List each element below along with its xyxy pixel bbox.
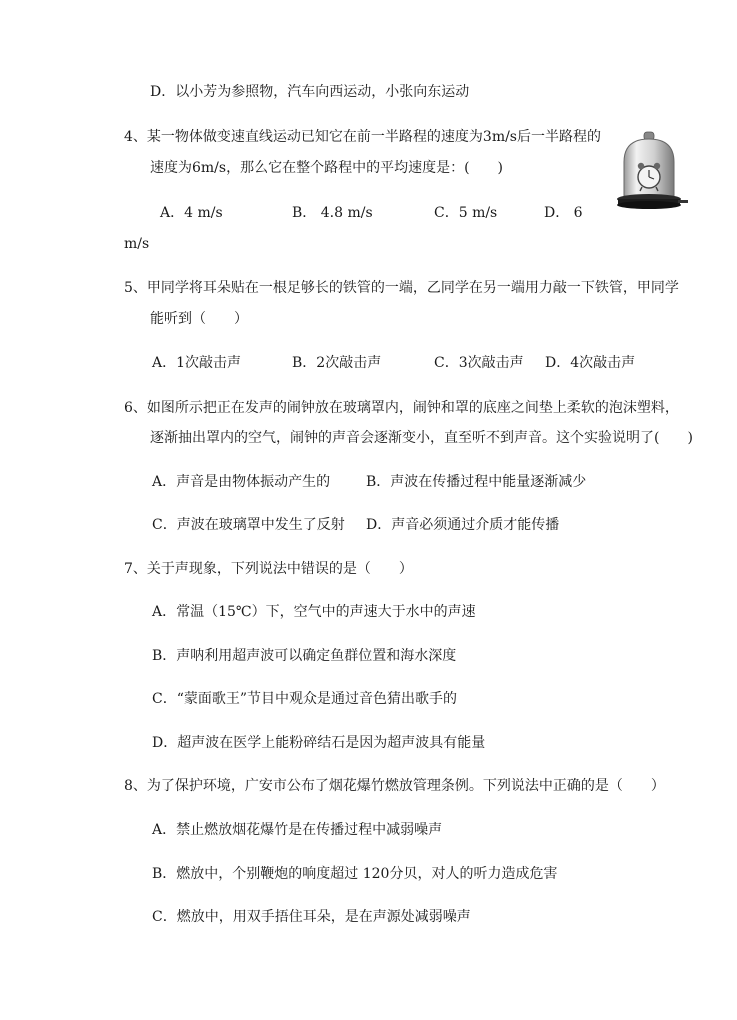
q6-stem-line1: 6、如图所示把正在发声的闹钟放在玻璃罩内，闹钟和罩的底座之间垫上柔软的泡沫塑料， (124, 400, 679, 416)
bell-jar-alarm-clock-image (610, 130, 688, 215)
q6-stem-line2: 逐渐抽出罩内的空气，闹钟的声音会逐渐变小，直至听不到声音。这个实验说明了( ) (150, 430, 693, 446)
q6-option-a: A．声音是由物体振动产生的 (152, 474, 331, 490)
q8-option-c: C．燃放中，用双手捂住耳朵，是在声源处减弱噪声 (152, 909, 471, 925)
q5-option-c: C．3次敲击声 (434, 355, 524, 371)
q3-option-d: D．以小芳为参照物，汽车向西运动，小张向东运动 (150, 84, 470, 100)
q5-option-b: B．2次敲击声 (292, 355, 382, 371)
q5-option-a: A．1次敲击声 (152, 355, 242, 371)
q4-option-d-unit: m/s (124, 236, 150, 252)
q5-stem-line2: 能听到（ ） (150, 311, 248, 327)
q4-option-a: A．4 m/s (160, 205, 223, 221)
q4-option-d: D． 6 (544, 205, 583, 221)
q7-option-d: D．超声波在医学上能粉碎结石是因为超声波具有能量 (152, 735, 486, 751)
q6-option-b: B．声波在传播过程中能量逐渐减少 (366, 474, 587, 490)
q4-stem-line1: 4、某一物体做变速直线运动已知它在前一半路程的速度为3m/s后一半路程的 (124, 129, 601, 145)
q4-option-c: C．5 m/s (434, 205, 498, 221)
q7-option-c: C．“蒙面歌王”节目中观众是通过音色猜出歌手的 (152, 691, 458, 707)
q8-option-b: B．燃放中，个别鞭炮的响度超过 120分贝，对人的听力造成危害 (152, 866, 558, 882)
q4-stem-line2: 速度为6m/s，那么它在整个路程中的平均速度是：( ) (150, 160, 504, 176)
q6-option-c: C．声波在玻璃罩中发生了反射 (152, 517, 345, 533)
q7-option-b: B．声呐利用超声波可以确定鱼群位置和海水深度 (152, 648, 457, 664)
q6-option-d: D．声音必须通过介质才能传播 (366, 517, 560, 533)
q8-option-a: A．禁止燃放烟花爆竹是在传播过程中减弱噪声 (152, 822, 443, 838)
q5-option-d: D．4次敲击声 (545, 355, 636, 371)
q8-stem: 8、为了保护环境，广安市公布了烟花爆竹燃放管理条例。下列说法中正确的是（ ） (124, 778, 665, 794)
q7-stem: 7、关于声现象，下列说法中错误的是（ ） (124, 561, 413, 577)
q7-option-a: A．常温（15℃）下，空气中的声速大于水中的声速 (152, 604, 476, 620)
q5-stem-line1: 5、甲同学将耳朵贴在一根足够长的铁管的一端，乙同学在另一端用力敲一下铁管，甲同学 (124, 280, 679, 296)
q4-option-b: B． 4.8 m/s (292, 205, 373, 221)
